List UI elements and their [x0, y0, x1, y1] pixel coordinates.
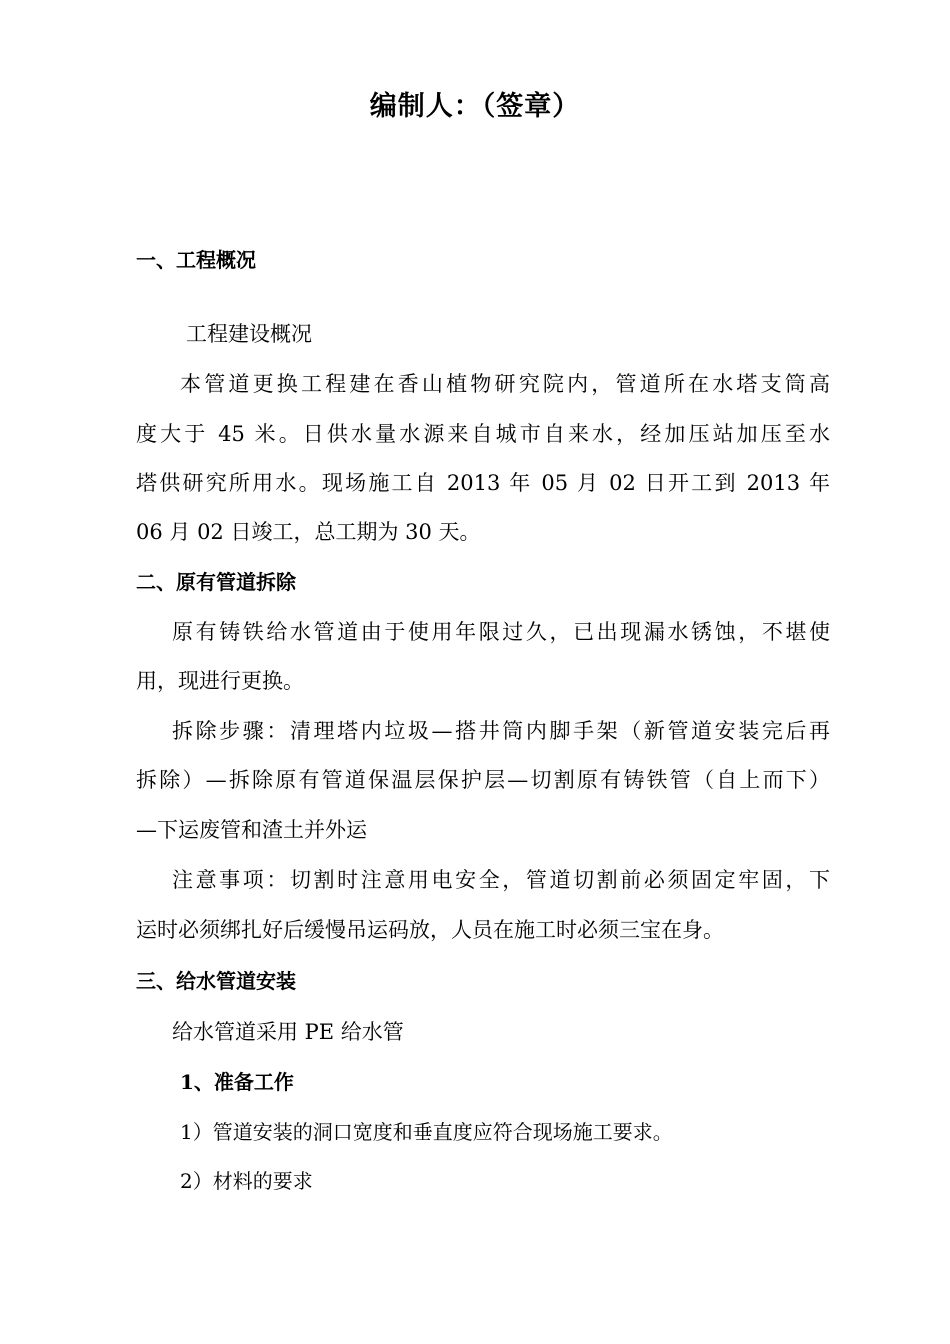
paragraph-line: 注意事项：切割时注意用电安全，管道切割前必须固定牢固，下 [172, 868, 830, 892]
section-heading-overview: 一、工程概况 [136, 248, 256, 272]
paragraph-line: —下运废管和渣土并外运 [136, 818, 367, 842]
paragraph-line: 塔供研究所用水。现场施工自 2013 年 05 月 02 日开工到 2013 年 [136, 471, 830, 495]
subsection-heading-preparation: 1、准备工作 [180, 1070, 294, 1094]
paragraph-line: 本管道更换工程建在香山植物研究院内，管道所在水塔支筒高 [180, 372, 830, 396]
list-item: 2）材料的要求 [180, 1169, 313, 1193]
list-item: 1）管道安装的洞口宽度和垂直度应符合现场施工要求。 [180, 1120, 673, 1144]
section-heading-installation: 三、给水管道安装 [136, 969, 296, 993]
paragraph-line: 拆除步骤：清理塔内垃圾—搭井筒内脚手架（新管道安装完后再 [172, 719, 830, 743]
subheading-construction-overview: 工程建设概况 [186, 322, 312, 346]
paragraph-line: 用，现进行更换。 [136, 669, 304, 693]
paragraph-line: 拆除）—拆除原有管道保温层保护层—切割原有铸铁管（自上而下） [136, 768, 830, 792]
paragraph-line: 度大于 45 米。日供水量水源来自城市自来水，经加压站加压至水 [136, 422, 830, 446]
paragraph-line: 06 月 02 日竣工，总工期为 30 天。 [136, 520, 481, 544]
section-heading-removal: 二、原有管道拆除 [136, 570, 296, 594]
page-title: 编制人：（签章） [369, 91, 581, 122]
paragraph-line: 原有铸铁给水管道由于使用年限过久，已出现漏水锈蚀，不堪使 [172, 620, 830, 644]
paragraph-line: 运时必须绑扎好后缓慢吊运码放，人员在施工时必须三宝在身。 [136, 918, 724, 942]
paragraph-line: 给水管道采用 PE 给水管 [172, 1020, 404, 1044]
